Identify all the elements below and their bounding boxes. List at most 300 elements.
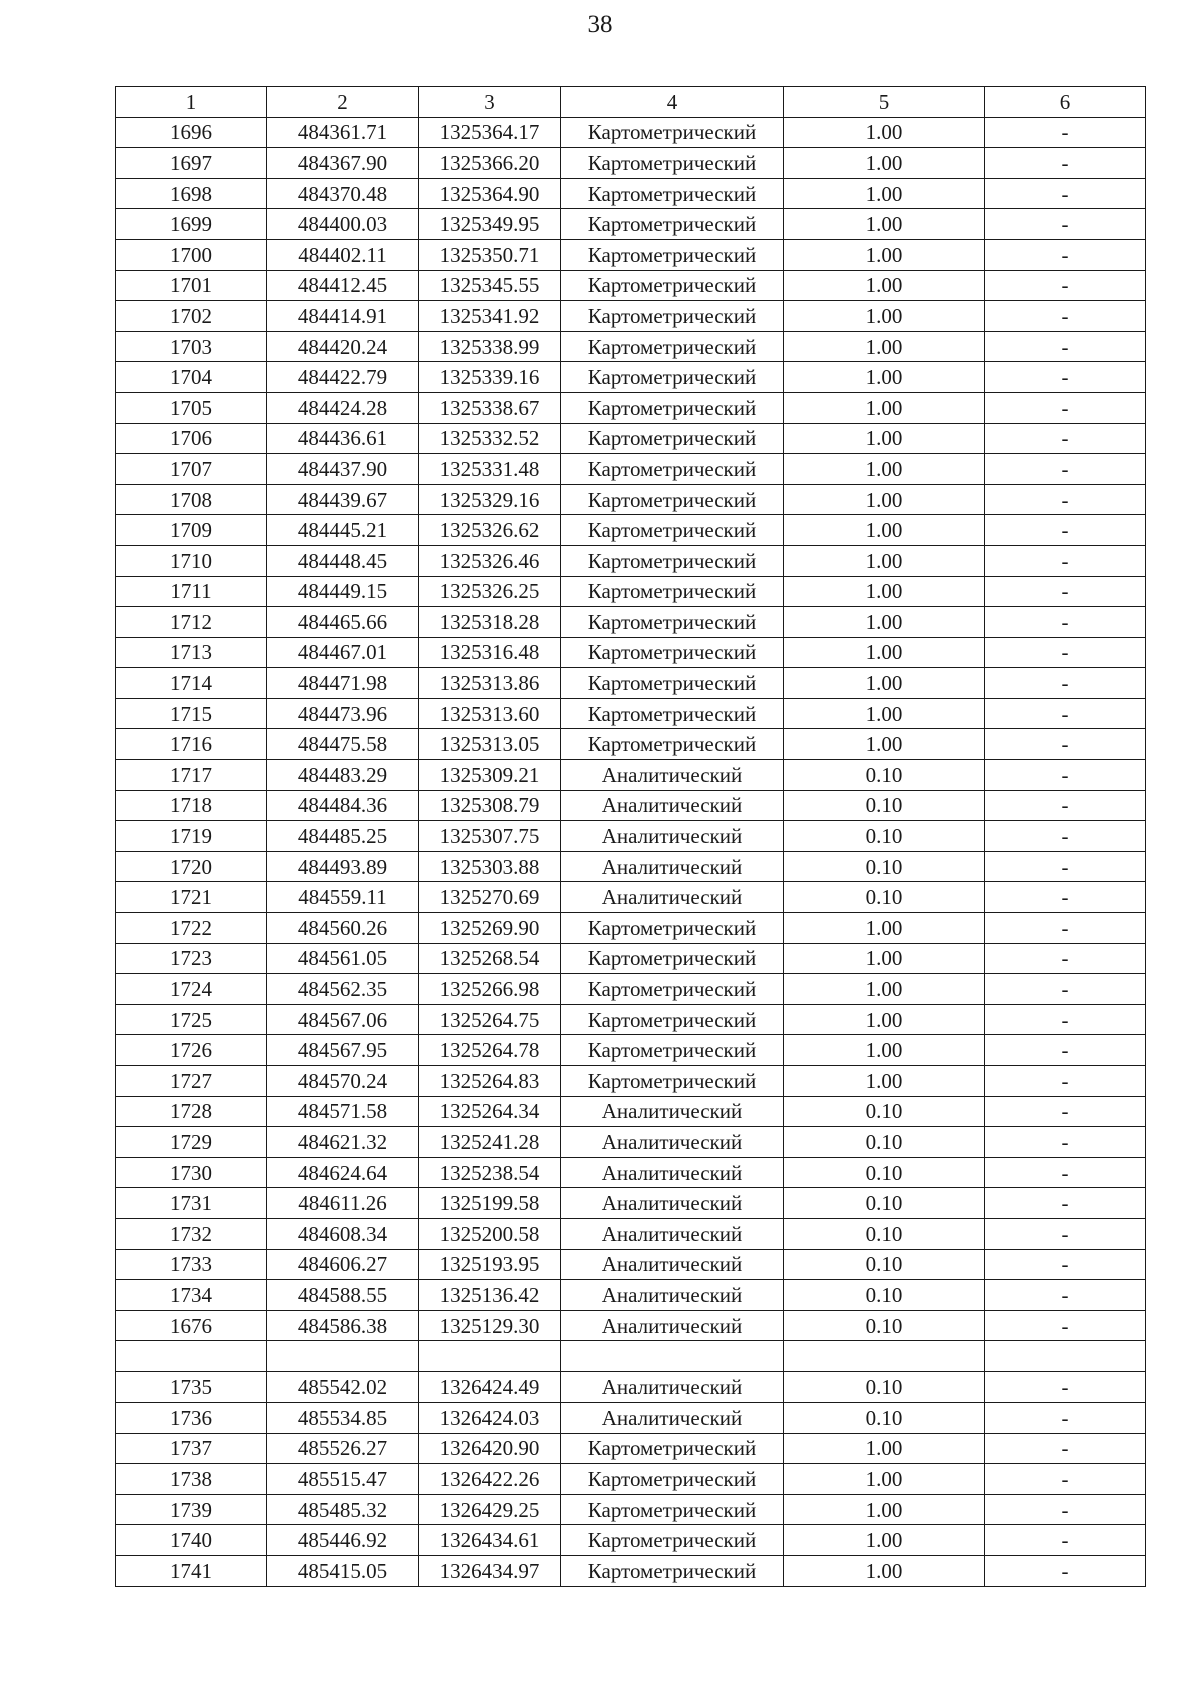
note-cell: - (985, 851, 1146, 882)
note-cell: - (985, 1157, 1146, 1188)
y-coordinate-cell: 1325339.16 (419, 362, 561, 393)
method-cell: Картометрический (561, 148, 784, 179)
table-row (116, 1157, 1146, 1188)
method-cell: Аналитический (561, 1188, 784, 1219)
x-coordinate-cell: 485515.47 (267, 1464, 419, 1495)
x-coordinate-cell: 484483.29 (267, 760, 419, 791)
method-cell: Аналитический (561, 1127, 784, 1158)
y-coordinate-cell: 1325338.99 (419, 331, 561, 362)
note-cell: - (985, 423, 1146, 454)
x-coordinate-cell: 484436.61 (267, 423, 419, 454)
y-coordinate-cell: 1325129.30 (419, 1310, 561, 1341)
x-coordinate-cell: 484624.64 (267, 1157, 419, 1188)
accuracy-cell: 0.10 (784, 821, 985, 852)
y-coordinate-cell: 1325309.21 (419, 760, 561, 791)
accuracy-cell: 0.10 (784, 1218, 985, 1249)
table-row (116, 331, 1146, 362)
point-number-cell: 1732 (116, 1218, 267, 1249)
method-cell: Картометрический (561, 301, 784, 332)
point-number-cell: 1710 (116, 545, 267, 576)
table-row (116, 1218, 1146, 1249)
note-cell: - (985, 943, 1146, 974)
header-col-2: 2 (267, 87, 419, 118)
method-cell: Картометрический (561, 331, 784, 362)
x-coordinate-cell: 484588.55 (267, 1280, 419, 1311)
table-row (116, 1341, 1146, 1372)
header-col-4: 4 (561, 87, 784, 118)
accuracy-cell: 0.10 (784, 1280, 985, 1311)
accuracy-cell: 1.00 (784, 515, 985, 546)
accuracy-cell: 1.00 (784, 974, 985, 1005)
header-col-6: 6 (985, 87, 1146, 118)
x-coordinate-cell: 485446.92 (267, 1525, 419, 1556)
point-number-cell: 1721 (116, 882, 267, 913)
point-number-cell: 1725 (116, 1004, 267, 1035)
x-coordinate-cell: 484608.34 (267, 1218, 419, 1249)
x-coordinate-cell: 484475.58 (267, 729, 419, 760)
method-cell: Картометрический (561, 484, 784, 515)
method-cell (561, 1341, 784, 1372)
method-cell: Аналитический (561, 1157, 784, 1188)
note-cell: - (985, 270, 1146, 301)
point-number-cell: 1712 (116, 607, 267, 638)
point-number-cell: 1700 (116, 239, 267, 270)
note-cell: - (985, 454, 1146, 485)
point-number-cell: 1698 (116, 178, 267, 209)
note-cell: - (985, 1310, 1146, 1341)
table-row (116, 851, 1146, 882)
x-coordinate-cell: 484611.26 (267, 1188, 419, 1219)
method-cell: Картометрический (561, 362, 784, 393)
x-coordinate-cell: 484570.24 (267, 1066, 419, 1097)
accuracy-cell: 1.00 (784, 1525, 985, 1556)
point-number-cell: 1714 (116, 668, 267, 699)
page-number: 38 (587, 11, 613, 38)
table-row (116, 423, 1146, 454)
table-row (116, 209, 1146, 240)
header-col-5: 5 (784, 87, 985, 118)
y-coordinate-cell: 1325264.78 (419, 1035, 561, 1066)
method-cell: Аналитический (561, 851, 784, 882)
point-number-cell: 1726 (116, 1035, 267, 1066)
accuracy-cell: 1.00 (784, 1004, 985, 1035)
table-row (116, 790, 1146, 821)
accuracy-cell: 1.00 (784, 943, 985, 974)
y-coordinate-cell: 1325241.28 (419, 1127, 561, 1158)
y-coordinate-cell: 1325318.28 (419, 607, 561, 638)
method-cell: Картометрический (561, 698, 784, 729)
point-number-cell: 1699 (116, 209, 267, 240)
x-coordinate-cell: 484437.90 (267, 454, 419, 485)
note-cell: - (985, 1096, 1146, 1127)
table-row (116, 1464, 1146, 1495)
method-cell: Аналитический (561, 1218, 784, 1249)
y-coordinate-cell: 1325316.48 (419, 637, 561, 668)
accuracy-cell: 1.00 (784, 454, 985, 485)
x-coordinate-cell: 484465.66 (267, 607, 419, 638)
table-row (116, 484, 1146, 515)
table-row (116, 1310, 1146, 1341)
note-cell: - (985, 515, 1146, 546)
point-number-cell: 1703 (116, 331, 267, 362)
y-coordinate-cell: 1325199.58 (419, 1188, 561, 1219)
note-cell: - (985, 1066, 1146, 1097)
note-cell: - (985, 239, 1146, 270)
table-row (116, 1035, 1146, 1066)
table-row (116, 515, 1146, 546)
accuracy-cell: 0.10 (784, 1249, 985, 1280)
header-col-1: 1 (116, 87, 267, 118)
x-coordinate-cell (267, 1341, 419, 1372)
note-cell: - (985, 698, 1146, 729)
method-cell: Аналитический (561, 882, 784, 913)
accuracy-cell: 1.00 (784, 362, 985, 393)
x-coordinate-cell: 484449.15 (267, 576, 419, 607)
method-cell: Картометрический (561, 545, 784, 576)
method-cell: Аналитический (561, 1372, 784, 1403)
y-coordinate-cell: 1325364.17 (419, 117, 561, 148)
y-coordinate-cell: 1325268.54 (419, 943, 561, 974)
table-row (116, 1494, 1146, 1525)
note-cell: - (985, 607, 1146, 638)
y-coordinate-cell: 1325264.75 (419, 1004, 561, 1035)
y-coordinate-cell: 1326434.61 (419, 1525, 561, 1556)
x-coordinate-cell: 485534.85 (267, 1402, 419, 1433)
point-number-cell: 1722 (116, 913, 267, 944)
point-number-cell: 1697 (116, 148, 267, 179)
x-coordinate-cell: 484361.71 (267, 117, 419, 148)
y-coordinate-cell: 1326424.03 (419, 1402, 561, 1433)
x-coordinate-cell: 484467.01 (267, 637, 419, 668)
table-row (116, 760, 1146, 791)
note-cell: - (985, 1494, 1146, 1525)
point-number-cell: 1731 (116, 1188, 267, 1219)
point-number-cell: 1711 (116, 576, 267, 607)
accuracy-cell: 1.00 (784, 1035, 985, 1066)
x-coordinate-cell: 484485.25 (267, 821, 419, 852)
table-row (116, 1249, 1146, 1280)
note-cell: - (985, 301, 1146, 332)
point-number-cell: 1716 (116, 729, 267, 760)
method-cell: Картометрический (561, 729, 784, 760)
y-coordinate-cell: 1325270.69 (419, 882, 561, 913)
accuracy-cell: 1.00 (784, 698, 985, 729)
method-cell: Картометрический (561, 943, 784, 974)
accuracy-cell (784, 1341, 985, 1372)
x-coordinate-cell: 484367.90 (267, 148, 419, 179)
point-number-cell: 1713 (116, 637, 267, 668)
method-cell: Картометрический (561, 1494, 784, 1525)
point-number-cell: 1676 (116, 1310, 267, 1341)
accuracy-cell: 1.00 (784, 392, 985, 423)
accuracy-cell: 1.00 (784, 484, 985, 515)
x-coordinate-cell: 484567.95 (267, 1035, 419, 1066)
table-header-row (116, 87, 1146, 118)
note-cell: - (985, 913, 1146, 944)
x-coordinate-cell: 484493.89 (267, 851, 419, 882)
point-number-cell: 1730 (116, 1157, 267, 1188)
method-cell: Картометрический (561, 607, 784, 638)
method-cell: Картометрический (561, 392, 784, 423)
point-number-cell: 1708 (116, 484, 267, 515)
point-number-cell: 1729 (116, 1127, 267, 1158)
table-row (116, 1402, 1146, 1433)
method-cell: Аналитический (561, 790, 784, 821)
method-cell: Картометрический (561, 576, 784, 607)
accuracy-cell: 1.00 (784, 239, 985, 270)
note-cell: - (985, 1555, 1146, 1586)
accuracy-cell: 0.10 (784, 851, 985, 882)
note-cell: - (985, 1249, 1146, 1280)
x-coordinate-cell: 485526.27 (267, 1433, 419, 1464)
accuracy-cell: 1.00 (784, 637, 985, 668)
table-row (116, 821, 1146, 852)
point-number-cell: 1738 (116, 1464, 267, 1495)
table-row (116, 392, 1146, 423)
accuracy-cell: 1.00 (784, 1464, 985, 1495)
note-cell: - (985, 545, 1146, 576)
note-cell: - (985, 576, 1146, 607)
table-row (116, 270, 1146, 301)
method-cell: Картометрический (561, 1066, 784, 1097)
point-number-cell: 1735 (116, 1372, 267, 1403)
x-coordinate-cell: 484439.67 (267, 484, 419, 515)
x-coordinate-cell: 484422.79 (267, 362, 419, 393)
table-row (116, 1096, 1146, 1127)
method-cell: Картометрический (561, 1433, 784, 1464)
table-row (116, 239, 1146, 270)
y-coordinate-cell: 1325341.92 (419, 301, 561, 332)
note-cell: - (985, 1004, 1146, 1035)
accuracy-cell: 1.00 (784, 1555, 985, 1586)
point-number-cell: 1724 (116, 974, 267, 1005)
x-coordinate-cell: 484560.26 (267, 913, 419, 944)
y-coordinate-cell: 1325269.90 (419, 913, 561, 944)
x-coordinate-cell: 484400.03 (267, 209, 419, 240)
y-coordinate-cell: 1325308.79 (419, 790, 561, 821)
note-cell: - (985, 1218, 1146, 1249)
point-number-cell: 1720 (116, 851, 267, 882)
point-number-cell: 1737 (116, 1433, 267, 1464)
y-coordinate-cell: 1325238.54 (419, 1157, 561, 1188)
y-coordinate-cell: 1326434.97 (419, 1555, 561, 1586)
accuracy-cell: 0.10 (784, 760, 985, 791)
method-cell: Картометрический (561, 1035, 784, 1066)
table-row (116, 974, 1146, 1005)
x-coordinate-cell: 484370.48 (267, 178, 419, 209)
method-cell: Картометрический (561, 209, 784, 240)
method-cell: Аналитический (561, 1280, 784, 1311)
method-cell: Аналитический (561, 760, 784, 791)
x-coordinate-cell: 484586.38 (267, 1310, 419, 1341)
x-coordinate-cell: 484561.05 (267, 943, 419, 974)
accuracy-cell: 0.10 (784, 1157, 985, 1188)
note-cell: - (985, 362, 1146, 393)
y-coordinate-cell: 1325326.62 (419, 515, 561, 546)
coordinates-table (115, 86, 1146, 1587)
point-number-cell: 1718 (116, 790, 267, 821)
x-coordinate-cell: 484420.24 (267, 331, 419, 362)
y-coordinate-cell (419, 1341, 561, 1372)
x-coordinate-cell: 484424.28 (267, 392, 419, 423)
accuracy-cell: 1.00 (784, 668, 985, 699)
y-coordinate-cell: 1325350.71 (419, 239, 561, 270)
note-cell: - (985, 1402, 1146, 1433)
table-row (116, 607, 1146, 638)
x-coordinate-cell: 485485.32 (267, 1494, 419, 1525)
accuracy-cell: 1.00 (784, 301, 985, 332)
method-cell: Картометрический (561, 270, 784, 301)
method-cell: Картометрический (561, 637, 784, 668)
y-coordinate-cell: 1325264.34 (419, 1096, 561, 1127)
point-number-cell: 1705 (116, 392, 267, 423)
method-cell: Картометрический (561, 515, 784, 546)
y-coordinate-cell: 1325332.52 (419, 423, 561, 454)
table-row (116, 913, 1146, 944)
x-coordinate-cell: 484571.58 (267, 1096, 419, 1127)
accuracy-cell: 1.00 (784, 913, 985, 944)
point-number-cell: 1740 (116, 1525, 267, 1556)
y-coordinate-cell: 1325303.88 (419, 851, 561, 882)
method-cell: Аналитический (561, 1310, 784, 1341)
note-cell: - (985, 392, 1146, 423)
x-coordinate-cell: 484567.06 (267, 1004, 419, 1035)
method-cell: Картометрический (561, 239, 784, 270)
x-coordinate-cell: 484606.27 (267, 1249, 419, 1280)
method-cell: Картометрический (561, 454, 784, 485)
table-row (116, 117, 1146, 148)
note-cell: - (985, 209, 1146, 240)
method-cell: Картометрический (561, 1004, 784, 1035)
method-cell: Аналитический (561, 821, 784, 852)
table-row (116, 454, 1146, 485)
note-cell: - (985, 668, 1146, 699)
point-number-cell: 1701 (116, 270, 267, 301)
x-coordinate-cell: 484402.11 (267, 239, 419, 270)
table-row (116, 1372, 1146, 1403)
table-row (116, 1555, 1146, 1586)
y-coordinate-cell: 1326422.26 (419, 1464, 561, 1495)
note-cell: - (985, 1433, 1146, 1464)
table-row (116, 1004, 1146, 1035)
method-cell: Картометрический (561, 668, 784, 699)
accuracy-cell: 1.00 (784, 1433, 985, 1464)
point-number-cell: 1734 (116, 1280, 267, 1311)
note-cell: - (985, 1280, 1146, 1311)
point-number-cell: 1696 (116, 117, 267, 148)
table-row (116, 148, 1146, 179)
point-number-cell: 1706 (116, 423, 267, 454)
x-coordinate-cell: 484562.35 (267, 974, 419, 1005)
y-coordinate-cell: 1325345.55 (419, 270, 561, 301)
note-cell: - (985, 484, 1146, 515)
x-coordinate-cell: 484621.32 (267, 1127, 419, 1158)
accuracy-cell: 1.00 (784, 117, 985, 148)
point-number-cell: 1733 (116, 1249, 267, 1280)
y-coordinate-cell: 1325193.95 (419, 1249, 561, 1280)
x-coordinate-cell: 484445.21 (267, 515, 419, 546)
x-coordinate-cell: 484448.45 (267, 545, 419, 576)
y-coordinate-cell: 1325326.25 (419, 576, 561, 607)
method-cell: Аналитический (561, 1096, 784, 1127)
y-coordinate-cell: 1325364.90 (419, 178, 561, 209)
x-coordinate-cell: 484471.98 (267, 668, 419, 699)
table-row (116, 1127, 1146, 1158)
y-coordinate-cell: 1325264.83 (419, 1066, 561, 1097)
y-coordinate-cell: 1325331.48 (419, 454, 561, 485)
y-coordinate-cell: 1325313.86 (419, 668, 561, 699)
note-cell: - (985, 729, 1146, 760)
accuracy-cell: 1.00 (784, 331, 985, 362)
note-cell: - (985, 637, 1146, 668)
point-number-cell: 1719 (116, 821, 267, 852)
accuracy-cell: 0.10 (784, 1188, 985, 1219)
accuracy-cell: 0.10 (784, 1127, 985, 1158)
note-cell: - (985, 1372, 1146, 1403)
note-cell: - (985, 148, 1146, 179)
accuracy-cell: 1.00 (784, 1066, 985, 1097)
method-cell: Аналитический (561, 1249, 784, 1280)
accuracy-cell: 1.00 (784, 209, 985, 240)
y-coordinate-cell: 1325349.95 (419, 209, 561, 240)
note-cell (985, 1341, 1146, 1372)
accuracy-cell: 0.10 (784, 882, 985, 913)
point-number-cell: 1739 (116, 1494, 267, 1525)
point-number-cell: 1728 (116, 1096, 267, 1127)
y-coordinate-cell: 1325313.05 (419, 729, 561, 760)
table-row (116, 1525, 1146, 1556)
table-row (116, 362, 1146, 393)
y-coordinate-cell: 1325266.98 (419, 974, 561, 1005)
x-coordinate-cell: 484473.96 (267, 698, 419, 729)
y-coordinate-cell: 1325338.67 (419, 392, 561, 423)
accuracy-cell: 0.10 (784, 1310, 985, 1341)
note-cell: - (985, 117, 1146, 148)
accuracy-cell: 1.00 (784, 729, 985, 760)
note-cell: - (985, 882, 1146, 913)
x-coordinate-cell: 484414.91 (267, 301, 419, 332)
point-number-cell: 1727 (116, 1066, 267, 1097)
accuracy-cell: 1.00 (784, 148, 985, 179)
table-row (116, 1066, 1146, 1097)
point-number-cell: 1709 (116, 515, 267, 546)
accuracy-cell: 1.00 (784, 607, 985, 638)
table-row (116, 698, 1146, 729)
header-col-3: 3 (419, 87, 561, 118)
table-row (116, 729, 1146, 760)
table-row (116, 1433, 1146, 1464)
y-coordinate-cell: 1325329.16 (419, 484, 561, 515)
note-cell: - (985, 178, 1146, 209)
accuracy-cell: 0.10 (784, 1372, 985, 1403)
accuracy-cell: 1.00 (784, 270, 985, 301)
table-row (116, 668, 1146, 699)
method-cell: Аналитический (561, 1402, 784, 1433)
note-cell: - (985, 1525, 1146, 1556)
note-cell: - (985, 760, 1146, 791)
point-number-cell: 1702 (116, 301, 267, 332)
x-coordinate-cell: 485542.02 (267, 1372, 419, 1403)
note-cell: - (985, 790, 1146, 821)
table-row (116, 882, 1146, 913)
method-cell: Картометрический (561, 974, 784, 1005)
accuracy-cell: 0.10 (784, 1402, 985, 1433)
table-body (116, 117, 1146, 1586)
accuracy-cell: 0.10 (784, 790, 985, 821)
method-cell: Картометрический (561, 117, 784, 148)
table-row (116, 545, 1146, 576)
y-coordinate-cell: 1325200.58 (419, 1218, 561, 1249)
